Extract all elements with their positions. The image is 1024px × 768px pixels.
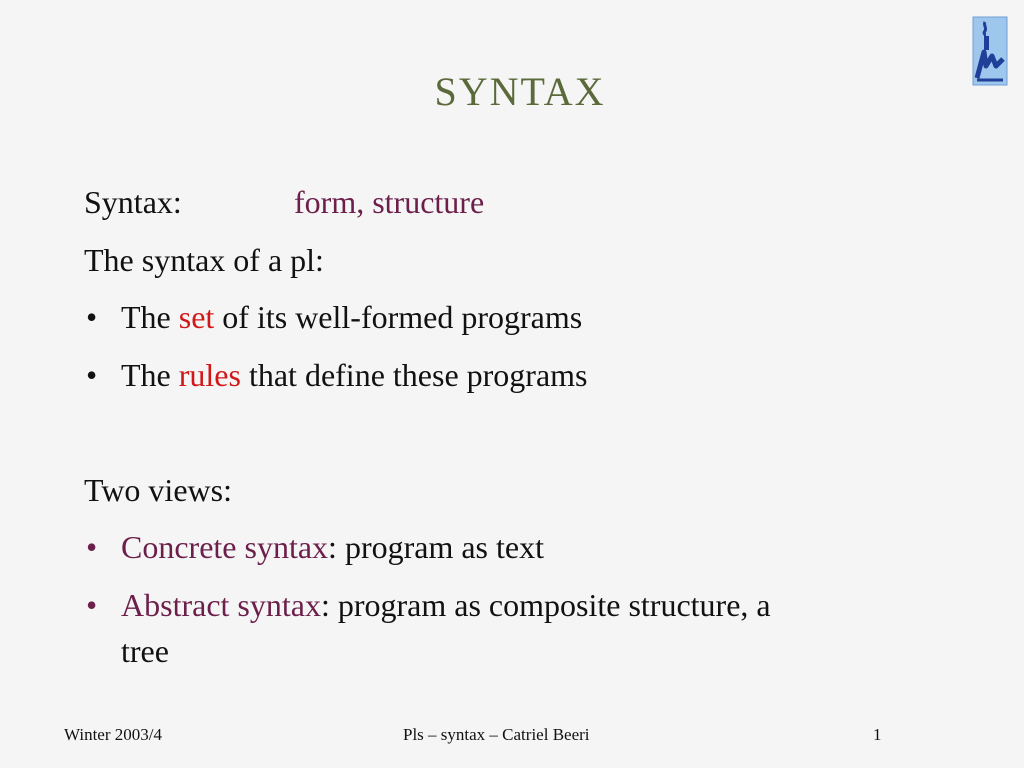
bullet-concrete-syntax xyxy=(121,527,544,567)
bullet-marker: • xyxy=(86,299,98,335)
bullet-text-post: that define these programs xyxy=(240,357,588,393)
bullet-abstract-syntax xyxy=(121,585,771,625)
university-logo-icon xyxy=(972,16,1008,86)
syntax-label: Syntax: xyxy=(84,184,182,220)
footer-course-title: Pls – syntax – Catriel Beeri xyxy=(403,725,590,744)
syntax-definition: form, structure xyxy=(294,184,485,220)
footer-page-number: 1 xyxy=(873,725,882,744)
syntax-of-pl-heading: The syntax of a pl: xyxy=(84,242,324,278)
bullet-text-post: of its well-formed programs xyxy=(214,299,583,335)
bullet-highlight-concrete: Concrete syntax xyxy=(121,529,329,565)
bullet-set-programs xyxy=(121,297,582,337)
bullet-text-pre: The xyxy=(121,357,179,393)
bullet-text-post: : program as text xyxy=(328,529,544,565)
bullet-abstract-continuation: tree xyxy=(121,633,169,669)
two-views-heading: Two views: xyxy=(84,472,232,508)
bullet-marker: • xyxy=(86,587,98,623)
bullet-text-post: : program as composite structure, a xyxy=(320,587,771,623)
bullet-marker: • xyxy=(86,529,98,565)
slide-title: SYNTAX xyxy=(434,69,606,114)
bullet-rules-programs xyxy=(121,355,588,395)
footer-date: Winter 2003/4 xyxy=(64,725,162,744)
bullet-highlight-abstract: Abstract syntax xyxy=(121,587,321,623)
bullet-highlight-rules: rules xyxy=(178,357,241,393)
bullet-highlight-set: set xyxy=(178,299,215,335)
bullet-marker: • xyxy=(86,357,98,393)
bullet-text-pre: The xyxy=(121,299,179,335)
